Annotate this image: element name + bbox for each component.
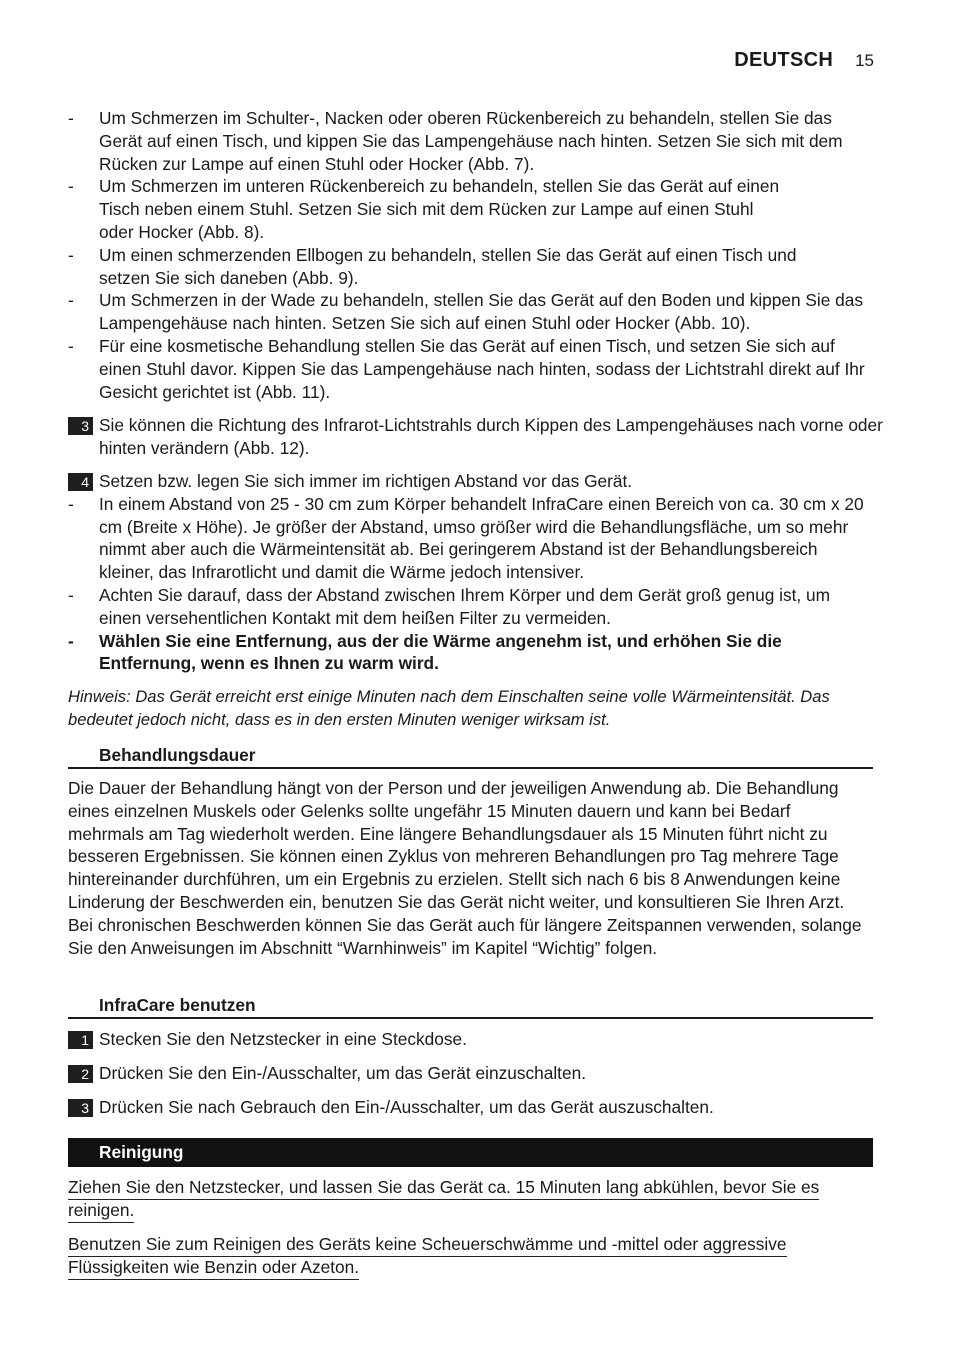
step-3	[68, 1096, 904, 1119]
step-number: 3	[68, 1099, 93, 1117]
warning-text	[68, 1176, 868, 1222]
step-text: Drücken Sie den Ein-/Ausschalter, um das Gerät einzuschalten.	[99, 1063, 587, 1083]
section-heading-inverted: Reinigung	[68, 1138, 873, 1167]
step-number: 1	[68, 1031, 93, 1049]
list-item: - Um einen schmerzenden Ellbogen zu behandeln, stellen Sie das Gerät auf einen Tisch und setzen Sie sich daneben (Abb. 9).	[68, 244, 873, 290]
section-paragraph: Die Dauer der Behandlung hängt von der Person und der jeweiligen Anwendung ab. Die Behandlung eines einzelnen Muskels oder Gelenks sollte ungefähr 15 Minuten dauern und kann bei Bedarf mehrmals am Tag wiederholt werden. Eine längere Behandlungsdauer als 15 Minuten führt nicht zu besseren Ergebnissen. Sie können einen Zyklus von mehreren Behandlungen pro Tag mehrere Tage hintereinander durchführen, um ein Ergebnis zu erzielen. Stellt sich nach 6 bis 8 Anwendungen keine Linderung der Beschwerden ein, benutzen Sie das Gerät nicht weiter, und konsultieren Sie Ihren Arzt. Bei chronischen Beschwerden können Sie das Gerät auch für längere Zeitspannen verwenden, solange Sie den Anweisungen im Abschnitt “Warnhinweis” im Kapitel “Wichtig” folgen.	[68, 778, 862, 958]
step-4	[68, 470, 873, 493]
step-number: 3	[68, 417, 93, 435]
step-text: Drücken Sie nach Gebrauch den Ein-/Ausschalter, um das Gerät auszuschalten.	[99, 1097, 714, 1117]
section-heading: Behandlungsdauer	[68, 742, 873, 769]
list-item: - Um Schmerzen im unteren Rückenbereich zu behandeln, stellen Sie das Gerät auf einen Tisch neben einem Stuhl. Setzen Sie sich mit dem Rücken zur Lampe auf einen Stuhl oder Hocker (Abb. 8).	[68, 175, 873, 243]
page-number: 15	[855, 51, 874, 70]
positioning-list	[68, 107, 873, 403]
step-1	[68, 1028, 904, 1051]
step-number: 4	[68, 473, 93, 491]
language-label: DEUTSCH	[734, 49, 834, 71]
warning-line: Ziehen Sie den Netzstecker, und lassen Sie das Gerät ca. 15 Minuten lang abkühlen, bevor Sie es reinigen.	[68, 1177, 819, 1223]
list-item-bold: - Wählen Sie eine Entfernung, aus der die Wärme angenehm ist, und erhöhen Sie die Entfernung, wenn es Ihnen zu warm wird.	[68, 630, 873, 676]
step-text: Sie können die Richtung des Infrarot-Lichtstrahls durch Kippen des Lampengehäuses nach vorne oder hinten verändern (Abb. 12).	[99, 415, 883, 458]
page-header	[734, 49, 874, 73]
step-text: Stecken Sie den Netzstecker in eine Steckdose.	[99, 1029, 467, 1049]
section-heading: InfraCare benutzen	[68, 992, 873, 1019]
note-text: Hinweis: Das Gerät erreicht erst einige Minuten nach dem Einschalten seine volle Wärmeintensität. Das bedeutet jedoch nicht, dass es in den ersten Minuten weniger wirksam ist.	[68, 687, 830, 729]
step-4-block	[68, 470, 873, 675]
step-3	[68, 414, 904, 460]
warning-text	[68, 1233, 838, 1279]
step-2	[68, 1062, 904, 1085]
list-item: - Für eine kosmetische Behandlung stellen Sie das Gerät auf einen Tisch, und setzen Sie sich auf einen Stuhl davor. Kippen Sie das Lampengehäuse nach hinten, sodass der Lichtstrahl direkt auf Ihr Gesicht gerichtet ist (Abb. 11).	[68, 335, 873, 403]
list-item: - Um Schmerzen in der Wade zu behandeln, stellen Sie das Gerät auf den Boden und kippen Sie das Lampengehäuse nach hinten. Setzen Sie sich auf einen Stuhl oder Hocker (Abb. 10).	[68, 289, 873, 335]
list-item: - Um Schmerzen im Schulter-, Nacken oder oberen Rückenbereich zu behandeln, stellen Sie das Gerät auf einen Tisch, und kippen Sie das Lampengehäuse nach hinten. Setzen Sie sich mit dem Rücken zur Lampe auf einen Stuhl oder Hocker (Abb. 7).	[68, 107, 873, 175]
list-item: - Achten Sie darauf, dass der Abstand zwischen Ihrem Körper und dem Gerät groß genug ist, um einen versehentlichen Kontakt mit dem heißen Filter zu vermeiden.	[68, 584, 873, 630]
warning-line: Benutzen Sie zum Reinigen des Geräts keine Scheuerschwämme und -mittel oder aggressive Flüssigkeiten wie Benzin oder Azeton.	[68, 1234, 787, 1280]
step-number: 2	[68, 1065, 93, 1083]
list-item: - In einem Abstand von 25 - 30 cm zum Körper behandelt InfraCare einen Bereich von ca. 30 cm x 20 cm (Breite x Höhe). Je größer der Abstand, umso größer wird die Behandlungsfläche, um so mehr nimmt aber auch die Wärmeintensität ab. Bei geringerem Abstand ist der Behandlungsbereich kleiner, das Infrarotlicht und damit die Wärme jedoch intensiver.	[68, 493, 873, 584]
step-text: Setzen bzw. legen Sie sich immer im richtigen Abstand vor das Gerät.	[99, 471, 633, 491]
